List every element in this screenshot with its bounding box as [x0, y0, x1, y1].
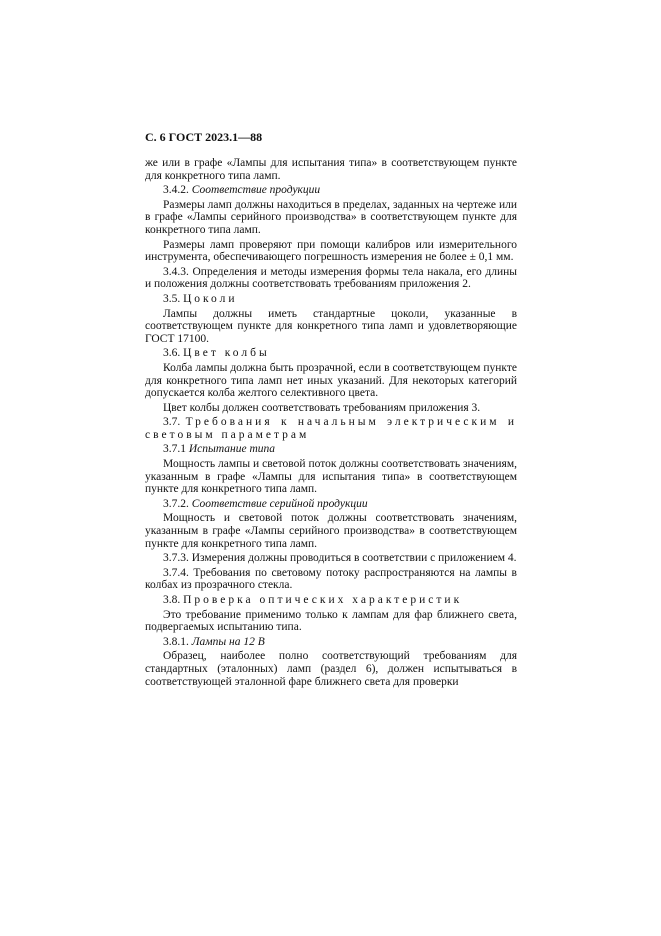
- section-number: 3.8.1.: [163, 635, 189, 648]
- paragraph: Мощность и световой поток должны соответствовать значениям, указанным в графе «Лампы серийного производства» в соответствующем пункте для конкретного типа ламп.: [145, 512, 517, 550]
- section-number: 3.4.2.: [163, 184, 189, 197]
- paragraph: Образец, наиболее полно соответствующий требованиям для стандартных (эталонных) ламп (раздел 6), должен испытываться в соответствующей эталонной фаре ближнего света для проверки: [145, 650, 517, 688]
- section-number: 3.5.: [163, 292, 181, 305]
- section-number: 3.8.: [163, 594, 181, 606]
- section-number: 3.7.2.: [163, 497, 189, 510]
- paragraph: же или в графе «Лампы для испытания типа» в соответствующем пункте для конкретного типа ламп.: [145, 157, 517, 182]
- section-title: Соответствие продукции: [191, 184, 321, 197]
- section-heading-3-8-1: [145, 636, 517, 649]
- paragraph: 3.4.3. Определения и методы измерения формы тела накала, его длины и положения должны соответствовать требованиям приложения 2.: [145, 265, 517, 291]
- section-heading-3-4-2: [145, 184, 517, 197]
- paragraph: Размеры ламп проверяют при помощи калибров или измерительного инструмента, обеспечивающего погрешность измерения не более ± 0,1 мм.: [145, 238, 517, 264]
- section-title: Цвет колбы: [183, 347, 270, 360]
- paragraph: Колба лампы должна быть прозрачной, если в соответствующем пункте для конкретного типа ламп нет иных указаний. Для некоторых категорий допускается колба желтого селективного цвета.: [145, 361, 517, 400]
- section-title: Соответствие серийной продукции: [191, 497, 368, 510]
- section-heading-3-7-1: [145, 443, 517, 456]
- paragraph: Мощность лампы и световой поток должны соответствовать значениям, указанным в графе «Лампы для испытания типа» в соответствующем пункте для конкретного типа ламп.: [145, 458, 517, 496]
- document-page: [145, 130, 517, 690]
- paragraph: Это требование применимо только к лампам для фар ближнего света, подвергаемых испытанию типа.: [145, 608, 517, 634]
- section-title: Лампы на 12 В: [191, 635, 265, 648]
- section-heading-3-5: [145, 293, 517, 306]
- paragraph: 3.7.3. Измерения должны проводиться в соответствии с приложением 4.: [163, 552, 517, 565]
- section-heading-3-7: [145, 416, 517, 441]
- section-heading-3-6: [145, 347, 517, 360]
- section-number: 3.7.: [163, 416, 181, 429]
- paragraph: 3.7.4. Требования по световому потоку распространяются на лампы в колбах из прозрачного стекла.: [145, 566, 517, 592]
- paragraph: Лампы должны иметь стандартные цоколи, указанные в соответствующем пункте для конкретного типа ламп и удовлетворяющие ГОСТ 17100.: [145, 307, 517, 345]
- section-title: Требования к начальным электрическим и световым параметрам: [145, 416, 517, 441]
- section-heading-3-8: [145, 594, 517, 607]
- paragraph: Размеры ламп должны находиться в пределах, заданных на чертеже или в графе «Лампы серийного производства» в соответствующем пункте для конкретного типа ламп.: [145, 198, 517, 236]
- section-title: Проверка оптических характеристик: [183, 594, 463, 606]
- section-title: Испытание типа: [188, 443, 276, 456]
- section-title: Цоколи: [183, 292, 238, 305]
- section-heading-3-7-2: [145, 498, 517, 511]
- paragraph: Цвет колбы должен соответствовать требованиям приложения 3.: [163, 401, 481, 414]
- page-header: С. 6 ГОСТ 2023.1—88: [145, 130, 263, 144]
- section-number: 3.6.: [163, 347, 181, 360]
- section-number: 3.7.1: [163, 443, 186, 456]
